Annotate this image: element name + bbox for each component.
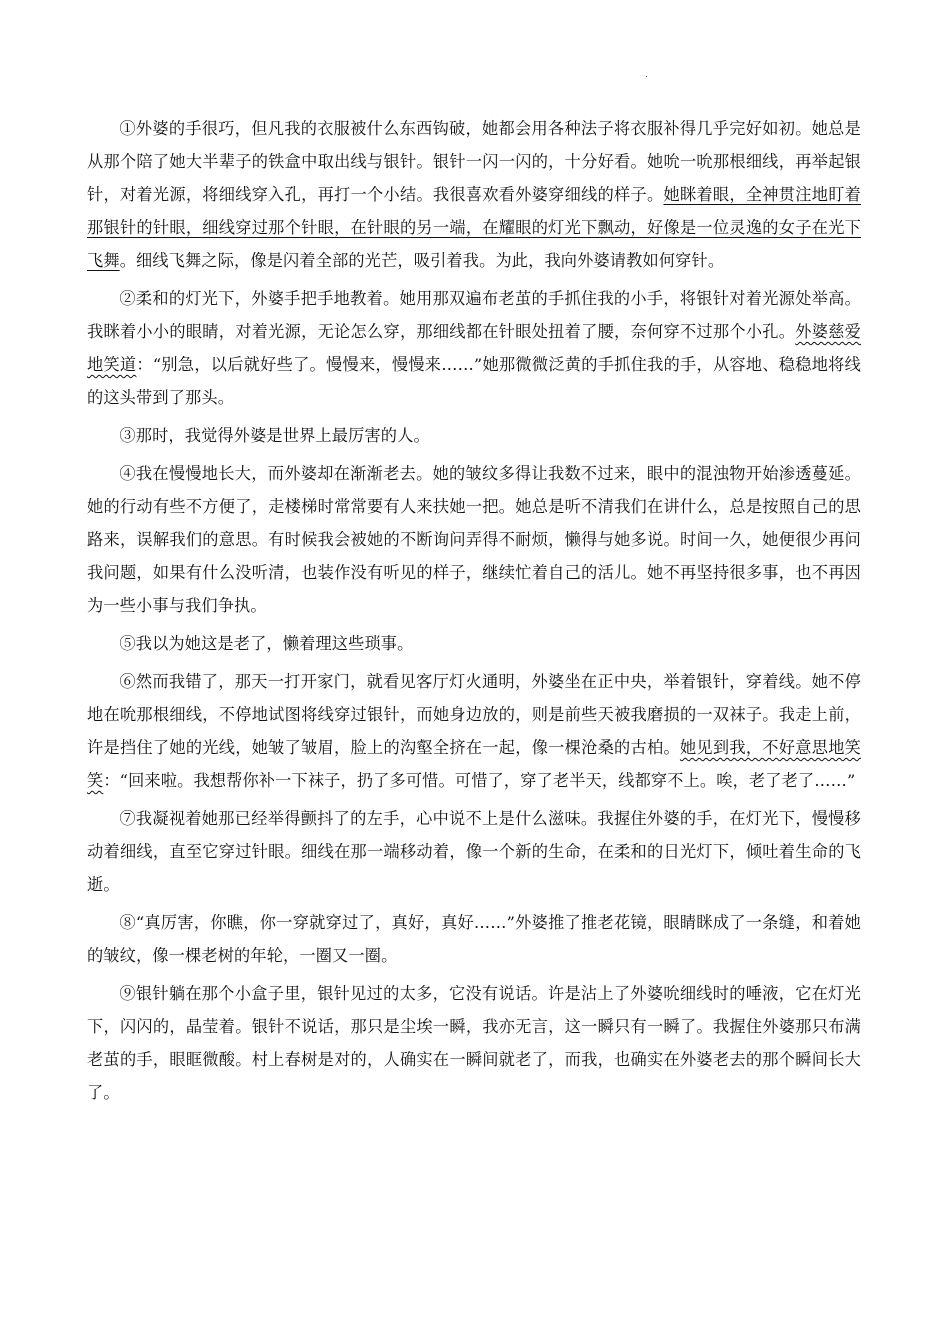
page-marker: .: [645, 70, 648, 80]
article-body: [87, 112, 861, 1114]
wavy-underlined-phrase: 她见到我，不好意思地笑笑: [87, 738, 861, 790]
paragraph-2-text-end: ：“别急，以后就好些了。慢慢来，慢慢来……”她那微微泛黄的手抓住我的手，从容地、稳稳地将线的这头带到了那头。: [87, 355, 861, 407]
paragraph-1: [87, 112, 861, 277]
paragraph-2-text: ②柔和的灯光下，外婆手把手地教着。她用那双遍布老茧的手抓住我的小手，将银针对着光源处举高。我眯着小小的眼睛，对着光源，无论怎么穿，那细线都在针眼处扭着了腰，奈何穿不过那个小孔。: [87, 289, 861, 341]
paragraph-2: [87, 282, 861, 414]
paragraph-9: ⑨银针躺在那个小盒子里，银针见过的太多，它没有说话。许是沾上了外婆吮细线时的唾液，它在灯光下，闪闪的，晶莹着。银针不说话，那只是尘埃一瞬，我亦无言，这一瞬只有一瞬了。我握住外婆那只布满老茧的手，眼眶微酸。村上春树是对的，人确实在一瞬间就老了，而我，也确实在外婆老去的那个瞬间长大了。: [87, 984, 861, 1102]
paragraph-8: ⑧“真厉害，你瞧，你一穿就穿过了，真好，真好……”外婆推了推老花镜，眼睛眯成了一条缝，和着她的皱纹，像一棵老树的年轮，一圈又一圈。: [87, 913, 861, 965]
paragraph-3: ③那时，我觉得外婆是世界上最厉害的人。: [119, 426, 430, 445]
underlined-sentence: 她眯着眼，全神贯注地盯着那银针的针眼，细线穿过那个针眼，在针眼的另一端，在耀眼的灯光下飘动，好像是一位灵逸的女子在光下飞舞: [87, 185, 861, 270]
paragraph-7: ⑦我凝视着她那已经举得颤抖了的左手，心中说不上是什么滋味。我握住外婆的手，在灯光下，慢慢移动着细线，直至它穿过针眼。细线在那一端移动着，像一个新的生命，在柔和的日光灯下，倾吐着生命的飞逝。: [87, 809, 861, 894]
paragraph-1-text-end: 。细线飞舞之际，像是闪着全部的光芒，吸引着我。为此，我向外婆请教如何穿针。: [119, 251, 725, 270]
wavy-underlined-phrase: 外婆慈爱地笑道: [87, 322, 861, 374]
paragraph-6: [87, 665, 861, 797]
paragraph-5: ⑤我以为她这是老了，懒着理这些琐事。: [119, 634, 414, 653]
paragraph-6-text-end: ：“回来啦。我想帮你补一下袜子，扔了多可惜。可惜了，穿了老半天，线都穿不上。唉，老了老了……”: [103, 771, 856, 790]
paragraph-1-text: ①外婆的手很巧，但凡我的衣服被什么东西钩破，她都会用各种法子将衣服补得几乎完好如初。她总是从那个陪了她大半辈子的铁盒中取出线与银针。银针一闪一闪的，十分好看。她吮一吮那根细线，再举起银针，对着光源，将细线穿入孔，再打一个小结。我很喜欢看外婆穿细线的样子。: [87, 119, 861, 204]
paragraph-4: ④我在慢慢地长大，而外婆却在渐渐老去。她的皱纹多得让我数不过来，眼中的混浊物开始渗透蔓延。她的行动有些不方便了，走楼梯时常常要有人来扶她一把。她总是听不清我们在讲什么，总是按照自己的思路来，误解我们的意思。有时候我会被她的不断询问弄得不耐烦，懒得与她多说。时间一久，她便很少再问我问题，如果有什么没听清，也装作没有听见的样子，继续忙着自己的活儿。她不再坚持很多事，也不再因为一些小事与我们争执。: [87, 464, 861, 615]
paragraph-6-text: ⑥然而我错了，那天一打开家门，就看见客厅灯火通明，外婆坐在正中央，举着银针，穿着线。她不停地在吮那根细线，不停地试图将线穿过银针，而她身边放的，则是前些天被我磨损的一双袜子。我走上前，许是挡住了她的光线，她皱了皱眉，脸上的沟壑全挤在一起，像一棵沧桑的古柏。: [87, 672, 861, 757]
